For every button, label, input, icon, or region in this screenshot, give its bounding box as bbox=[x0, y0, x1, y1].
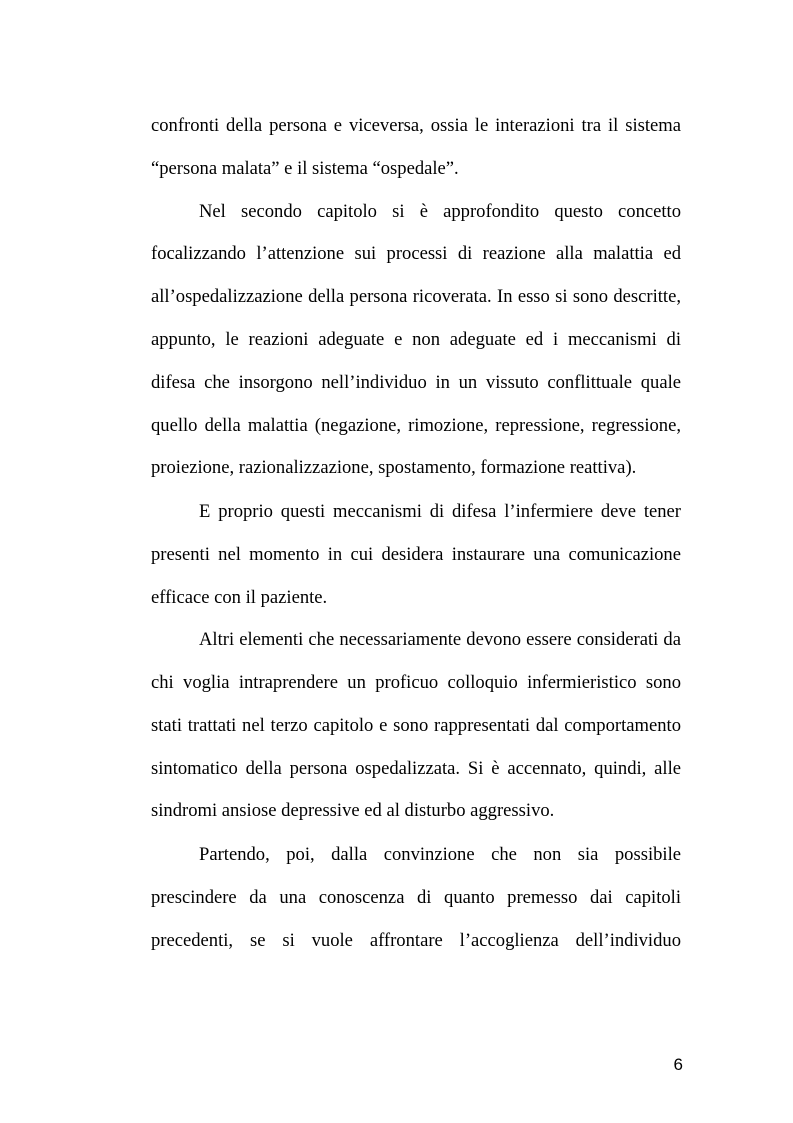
body-text-line: “persona malata” e il sistema “ospedale”. bbox=[151, 158, 459, 179]
page-number: 6 bbox=[673, 1055, 683, 1074]
paragraph-first-line: Partendo, poi, dalla convinzione che non sia possibile bbox=[199, 844, 681, 865]
paragraph-first-line: Nel secondo capitolo si è approfondito questo concetto bbox=[199, 201, 681, 222]
paragraph-first-line: E proprio questi meccanismi di difesa l’infermiere deve tener bbox=[199, 501, 681, 522]
body-text-line: confronti della persona e viceversa, ossia le interazioni tra il sistema bbox=[151, 115, 681, 136]
paragraph-first-line: Altri elementi che necessariamente devono essere considerati da bbox=[199, 629, 681, 650]
body-text-line: precedenti, se si vuole affrontare l’accoglienza dell’individuo bbox=[151, 930, 681, 951]
body-text-line: difesa che insorgono nell’individuo in un vissuto conflittuale quale bbox=[151, 372, 681, 393]
body-text-line: efficace con il paziente. bbox=[151, 587, 328, 608]
body-text-line: sindromi ansiose depressive ed al disturbo aggressivo. bbox=[151, 800, 555, 821]
body-text-line: focalizzando l’attenzione sui processi di reazione alla malattia ed bbox=[151, 243, 681, 264]
body-text-line: prescindere da una conoscenza di quanto premesso dai capitoli bbox=[151, 887, 681, 908]
body-text-line: proiezione, razionalizzazione, spostamento, formazione reattiva). bbox=[151, 457, 637, 478]
body-text-line: presenti nel momento in cui desidera instaurare una comunicazione bbox=[151, 544, 681, 565]
body-text-line: appunto, le reazioni adeguate e non adeguate ed i meccanismi di bbox=[151, 329, 681, 350]
body-text-line: chi voglia intraprendere un proficuo colloquio infermieristico sono bbox=[151, 672, 681, 693]
body-text-line: sintomatico della persona ospedalizzata. Si è accennato, quindi, alle bbox=[151, 758, 681, 779]
body-text-line: quello della malattia (negazione, rimozione, repressione, regressione, bbox=[151, 415, 681, 436]
body-text-line: stati trattati nel terzo capitolo e sono rappresentati dal comportamento bbox=[151, 715, 681, 736]
body-text-line: all’ospedalizzazione della persona ricoverata. In esso si sono descritte, bbox=[151, 286, 681, 307]
